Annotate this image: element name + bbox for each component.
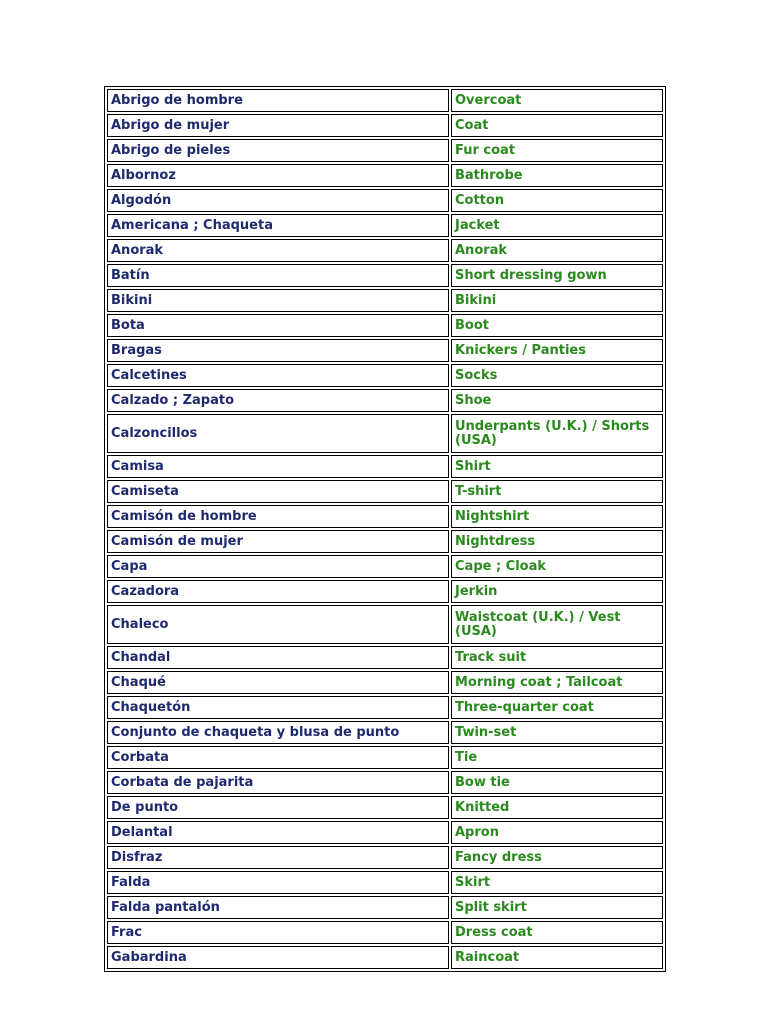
spanish-term: Camisón de hombre <box>107 505 449 528</box>
english-term: Bow tie <box>451 771 663 794</box>
table-row <box>107 846 663 869</box>
table-row <box>107 139 663 162</box>
table-row <box>107 339 663 362</box>
table-row <box>107 605 663 644</box>
spanish-term: Corbata <box>107 746 449 769</box>
table-row <box>107 214 663 237</box>
spanish-term: Camiseta <box>107 480 449 503</box>
spanish-term: Disfraz <box>107 846 449 869</box>
english-term: Overcoat <box>451 89 663 112</box>
english-term: Nightdress <box>451 530 663 553</box>
spanish-term: Capa <box>107 555 449 578</box>
english-term: Bikini <box>451 289 663 312</box>
spanish-term: Anorak <box>107 239 449 262</box>
table-row <box>107 480 663 503</box>
english-term: Boot <box>451 314 663 337</box>
spanish-term: Albornoz <box>107 164 449 187</box>
spanish-term: De punto <box>107 796 449 819</box>
english-term: Apron <box>451 821 663 844</box>
english-term: Tie <box>451 746 663 769</box>
english-term: Track suit <box>451 646 663 669</box>
spanish-term: Cazadora <box>107 580 449 603</box>
spanish-term: Camisón de mujer <box>107 530 449 553</box>
table-row <box>107 821 663 844</box>
spanish-term: Bota <box>107 314 449 337</box>
english-term: Anorak <box>451 239 663 262</box>
spanish-term: Frac <box>107 921 449 944</box>
table-row <box>107 946 663 969</box>
vocabulary-table <box>104 86 666 972</box>
table-row <box>107 771 663 794</box>
spanish-term: Falda pantalón <box>107 896 449 919</box>
english-term: Split skirt <box>451 896 663 919</box>
english-term: Fancy dress <box>451 846 663 869</box>
english-term: Shoe <box>451 389 663 412</box>
table-row <box>107 364 663 387</box>
table-row <box>107 646 663 669</box>
english-term: Skirt <box>451 871 663 894</box>
table-row <box>107 314 663 337</box>
spanish-term: Chaleco <box>107 605 449 644</box>
table-row <box>107 746 663 769</box>
english-term: Jacket <box>451 214 663 237</box>
table-row <box>107 896 663 919</box>
spanish-term: Calcetines <box>107 364 449 387</box>
spanish-term: Corbata de pajarita <box>107 771 449 794</box>
spanish-term: Abrigo de mujer <box>107 114 449 137</box>
english-term: Twin-set <box>451 721 663 744</box>
spanish-term: Batín <box>107 264 449 287</box>
spanish-term: Algodón <box>107 189 449 212</box>
spanish-term: Americana ; Chaqueta <box>107 214 449 237</box>
spanish-term: Calzoncillos <box>107 414 449 453</box>
table-row <box>107 389 663 412</box>
table-row <box>107 921 663 944</box>
english-term: Three-quarter coat <box>451 696 663 719</box>
english-term: Knickers / Panties <box>451 339 663 362</box>
table-row <box>107 164 663 187</box>
english-term: Cape ; Cloak <box>451 555 663 578</box>
spanish-term: Conjunto de chaqueta y blusa de punto <box>107 721 449 744</box>
table-row <box>107 721 663 744</box>
english-term: Morning coat ; Tailcoat <box>451 671 663 694</box>
spanish-term: Abrigo de hombre <box>107 89 449 112</box>
english-term: Nightshirt <box>451 505 663 528</box>
spanish-term: Abrigo de pieles <box>107 139 449 162</box>
table-row <box>107 871 663 894</box>
english-term: Waistcoat (U.K.) / Vest (USA) <box>451 605 663 644</box>
table-row <box>107 239 663 262</box>
table-row <box>107 264 663 287</box>
table-row <box>107 289 663 312</box>
table-row <box>107 696 663 719</box>
spanish-term: Chaqué <box>107 671 449 694</box>
spanish-term: Camisa <box>107 455 449 478</box>
english-term: T-shirt <box>451 480 663 503</box>
table-row <box>107 114 663 137</box>
table-row <box>107 189 663 212</box>
english-term: Knitted <box>451 796 663 819</box>
spanish-term: Bikini <box>107 289 449 312</box>
table-row <box>107 505 663 528</box>
english-term: Raincoat <box>451 946 663 969</box>
table-row <box>107 414 663 453</box>
spanish-term: Chandal <box>107 646 449 669</box>
english-term: Socks <box>451 364 663 387</box>
table-row <box>107 671 663 694</box>
table-row <box>107 530 663 553</box>
spanish-term: Gabardina <box>107 946 449 969</box>
english-term: Coat <box>451 114 663 137</box>
english-term: Dress coat <box>451 921 663 944</box>
english-term: Cotton <box>451 189 663 212</box>
table-row <box>107 796 663 819</box>
table-row <box>107 455 663 478</box>
table-row <box>107 89 663 112</box>
spanish-term: Chaquetón <box>107 696 449 719</box>
english-term: Bathrobe <box>451 164 663 187</box>
english-term: Jerkin <box>451 580 663 603</box>
spanish-term: Delantal <box>107 821 449 844</box>
spanish-term: Falda <box>107 871 449 894</box>
english-term: Short dressing gown <box>451 264 663 287</box>
spanish-term: Bragas <box>107 339 449 362</box>
english-term: Underpants (U.K.) / Shorts (USA) <box>451 414 663 453</box>
english-term: Shirt <box>451 455 663 478</box>
vocabulary-table-body <box>107 89 663 969</box>
table-row <box>107 555 663 578</box>
spanish-term: Calzado ; Zapato <box>107 389 449 412</box>
english-term: Fur coat <box>451 139 663 162</box>
table-row <box>107 580 663 603</box>
